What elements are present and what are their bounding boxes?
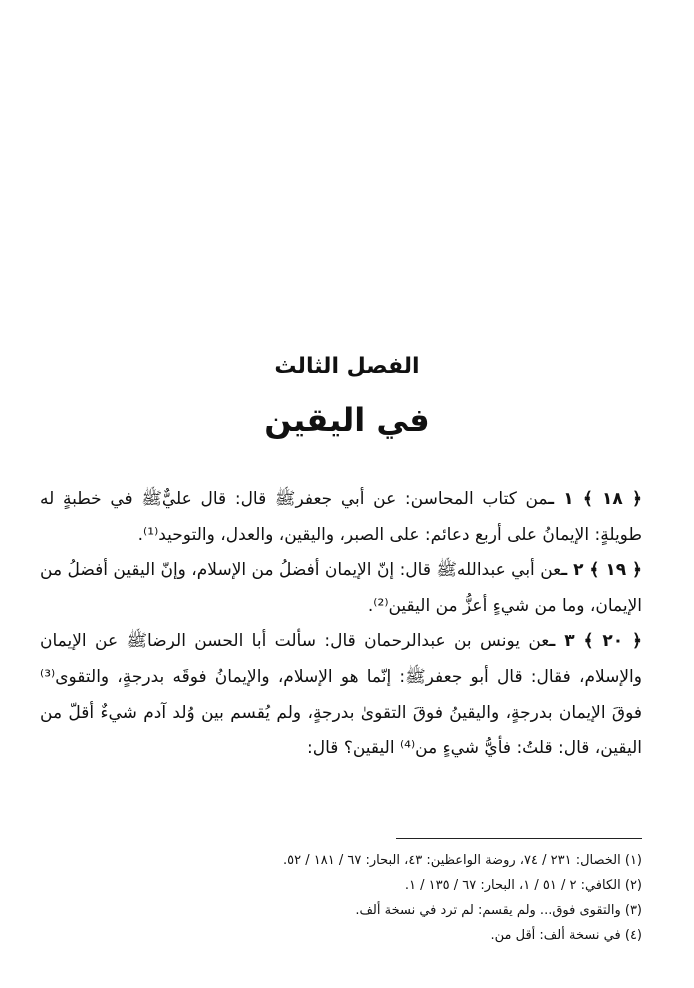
footnote-divider [396, 838, 642, 839]
footnotes [40, 848, 642, 948]
hadith-text: من كتاب المحاسن: عن أبي جعفرﷺ قال: قال عليٌّﷺ في خطبةٍ له طويلةٍ: الإيمانُ على أربع دعائم: على الصبر، واليقين، والعدل، والتوحيد⁽¹⁾. [40, 489, 642, 545]
chapter-title: في اليقين [264, 401, 430, 439]
footnote: (١) الخصال: ٢٣١ / ٧٤، روضة الواعظين: ٤٣، البحار: ٦٧ / ١٨١ / ٥٢. [283, 853, 642, 868]
footnote: (٤) في نسخة ألف: أقل من. [490, 928, 642, 943]
footnote: (٣) والتقوى فوق... ولم يقسم: لم ترد في نسخة ألف. [355, 903, 642, 918]
main-text [40, 482, 642, 767]
hadith-paragraph [40, 553, 642, 624]
footnote: (٢) الكافي: ٢ / ٥١ / ١، البحار: ٦٧ / ١٣٥ / ١. [404, 878, 642, 893]
hadith-paragraph [40, 624, 642, 766]
hadith-number: ﴿ ١٩ ﴾ ٢ ـ [561, 560, 642, 581]
hadith-number: ﴿ ١٨ ﴾ ١ ـ [548, 489, 642, 509]
chapter-subtitle: الفصل الثالث [274, 354, 420, 379]
hadith-text: عن أبي عبداللهﷺ قال: إنّ الإيمان أفضلُ من الإسلام، وإنّ اليقين أفضلُ من الإيمان، وما من شيءٍ أعزُّ من اليقين⁽²⁾. [40, 560, 642, 616]
hadith-number: ﴿ ٢٠ ﴾ ٣ ـ [549, 631, 642, 652]
hadith-paragraph [40, 482, 642, 553]
hadith-text: عن يونس بن عبدالرحمان قال: سألت أبا الحسن الرضاﷺ عن الإيمان والإسلام، فقال: قال أبو جعفرﷺ: إنّما هو الإسلام، والإيمانُ فوقَه بدرجةٍ، والتقوى⁽³⁾ فوقَ الإيمان بدرجةٍ، واليقينُ فوقَ التقوىٰ بدرجةٍ، ولم يُقسم بين وُلد آدم شيءٌ أقلّ من اليقين، قال: قلتُ: فأيُّ شيءٍ من⁽⁴⁾ اليقين؟ قال: [40, 631, 642, 759]
